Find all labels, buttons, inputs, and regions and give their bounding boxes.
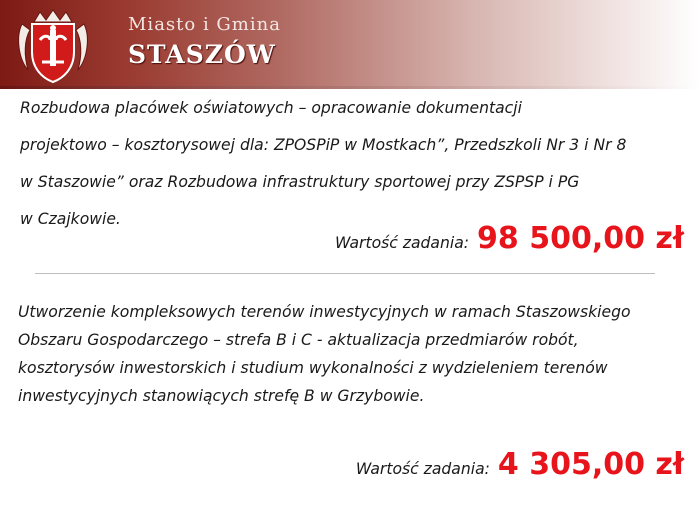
- text-line: Rozbudowa placówek oświatowych – opracowanie dokumentacji: [20, 99, 522, 117]
- value-label: Wartość zadania:: [334, 234, 469, 252]
- text-line: inwestycyjnych stanowiących strefę B w Grzybowie.: [18, 387, 425, 405]
- section-divider: [35, 273, 655, 274]
- brand-title: STASZÓW: [128, 40, 276, 69]
- text-line: w Czajkowie.: [20, 210, 121, 228]
- value-label: Wartość zadania:: [355, 460, 490, 478]
- coat-of-arms-icon: [14, 6, 92, 86]
- task-value-2: [356, 447, 684, 482]
- text-line: projektowo – kosztorysowej dla: ZPOSPiP w Mostkach”, Przedszkoli Nr 3 i Nr 8: [20, 136, 627, 154]
- text-line: kosztorysów inwestorskich i studium wykonalności z wydzieleniem terenów: [18, 359, 608, 377]
- value-amount: 4 305,00 zł: [497, 447, 684, 482]
- task-description-2: [18, 298, 690, 410]
- header-divider: [0, 86, 700, 89]
- task-value-1: [335, 221, 684, 256]
- text-line: w Staszowie” oraz Rozbudowa infrastruktury sportowej przy ZSPSP i PG: [20, 173, 580, 191]
- value-amount: 98 500,00 zł: [477, 221, 684, 256]
- brand-subtitle: Miasto i Gmina: [128, 14, 281, 35]
- text-line: Utworzenie kompleksowych terenów inwestycyjnych w ramach Staszowskiego: [18, 303, 631, 321]
- task-description-1: [20, 90, 690, 238]
- header-banner: [0, 0, 700, 86]
- text-line: Obszaru Gospodarczego – strefa B i C - aktualizacja przedmiarów robót,: [18, 331, 579, 349]
